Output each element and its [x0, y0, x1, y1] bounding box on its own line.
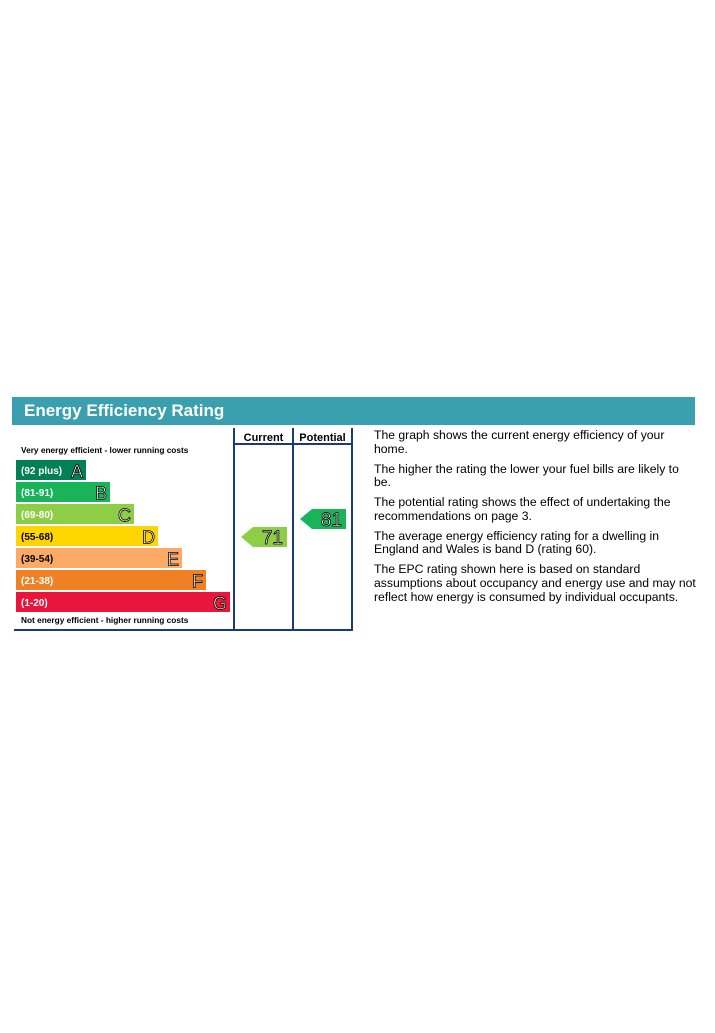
band-a-letter: A [70, 461, 83, 482]
column-header-current: Current [243, 432, 284, 444]
rating-notes [374, 429, 696, 610]
band-a-range: (92 plus) [21, 466, 63, 477]
note-graph-shows: The graph shows the current energy efficiency of your home. [374, 428, 665, 456]
band-d-range: (55-68) [21, 532, 54, 543]
rating-title: Energy Efficiency Rating [24, 401, 225, 420]
band-e-letter: E [166, 549, 179, 570]
band-g-bar [16, 592, 230, 612]
band-c-letter: C [118, 505, 131, 526]
top-caption: Very energy efficient - lower running costs [21, 445, 189, 455]
band-b-letter: B [94, 483, 107, 504]
band-g-letter: G [212, 593, 227, 614]
potential-rating-value: 81 [320, 510, 342, 531]
band-e-range: (39-54) [21, 554, 54, 565]
note-average-rating: The average energy efficiency rating for a dwelling in England and Wales is band D (rating 60). [374, 528, 659, 557]
band-f-letter: F [192, 571, 203, 592]
column-header-potential: Potential [299, 432, 346, 444]
band-b-range: (81-91) [21, 488, 54, 499]
note-epc-basis: The EPC rating shown here is based on standard assumptions about occupancy and energy use and may not reflect how energy is consumed by individual occupants. [374, 562, 696, 604]
band-g-range: (1-20) [21, 598, 48, 609]
bottom-caption: Not energy efficient - higher running costs [21, 615, 189, 625]
band-d-letter: D [142, 527, 155, 548]
band-f-range: (21-38) [21, 576, 54, 587]
note-potential-rating: The potential rating shows the effect of undertaking the recommendations on page 3. [374, 495, 671, 523]
band-c-range: (69-80) [21, 510, 54, 521]
note-higher-rating: The higher the rating the lower your fuel bills are likely to be. [374, 461, 679, 490]
current-rating-value: 71 [261, 528, 283, 549]
